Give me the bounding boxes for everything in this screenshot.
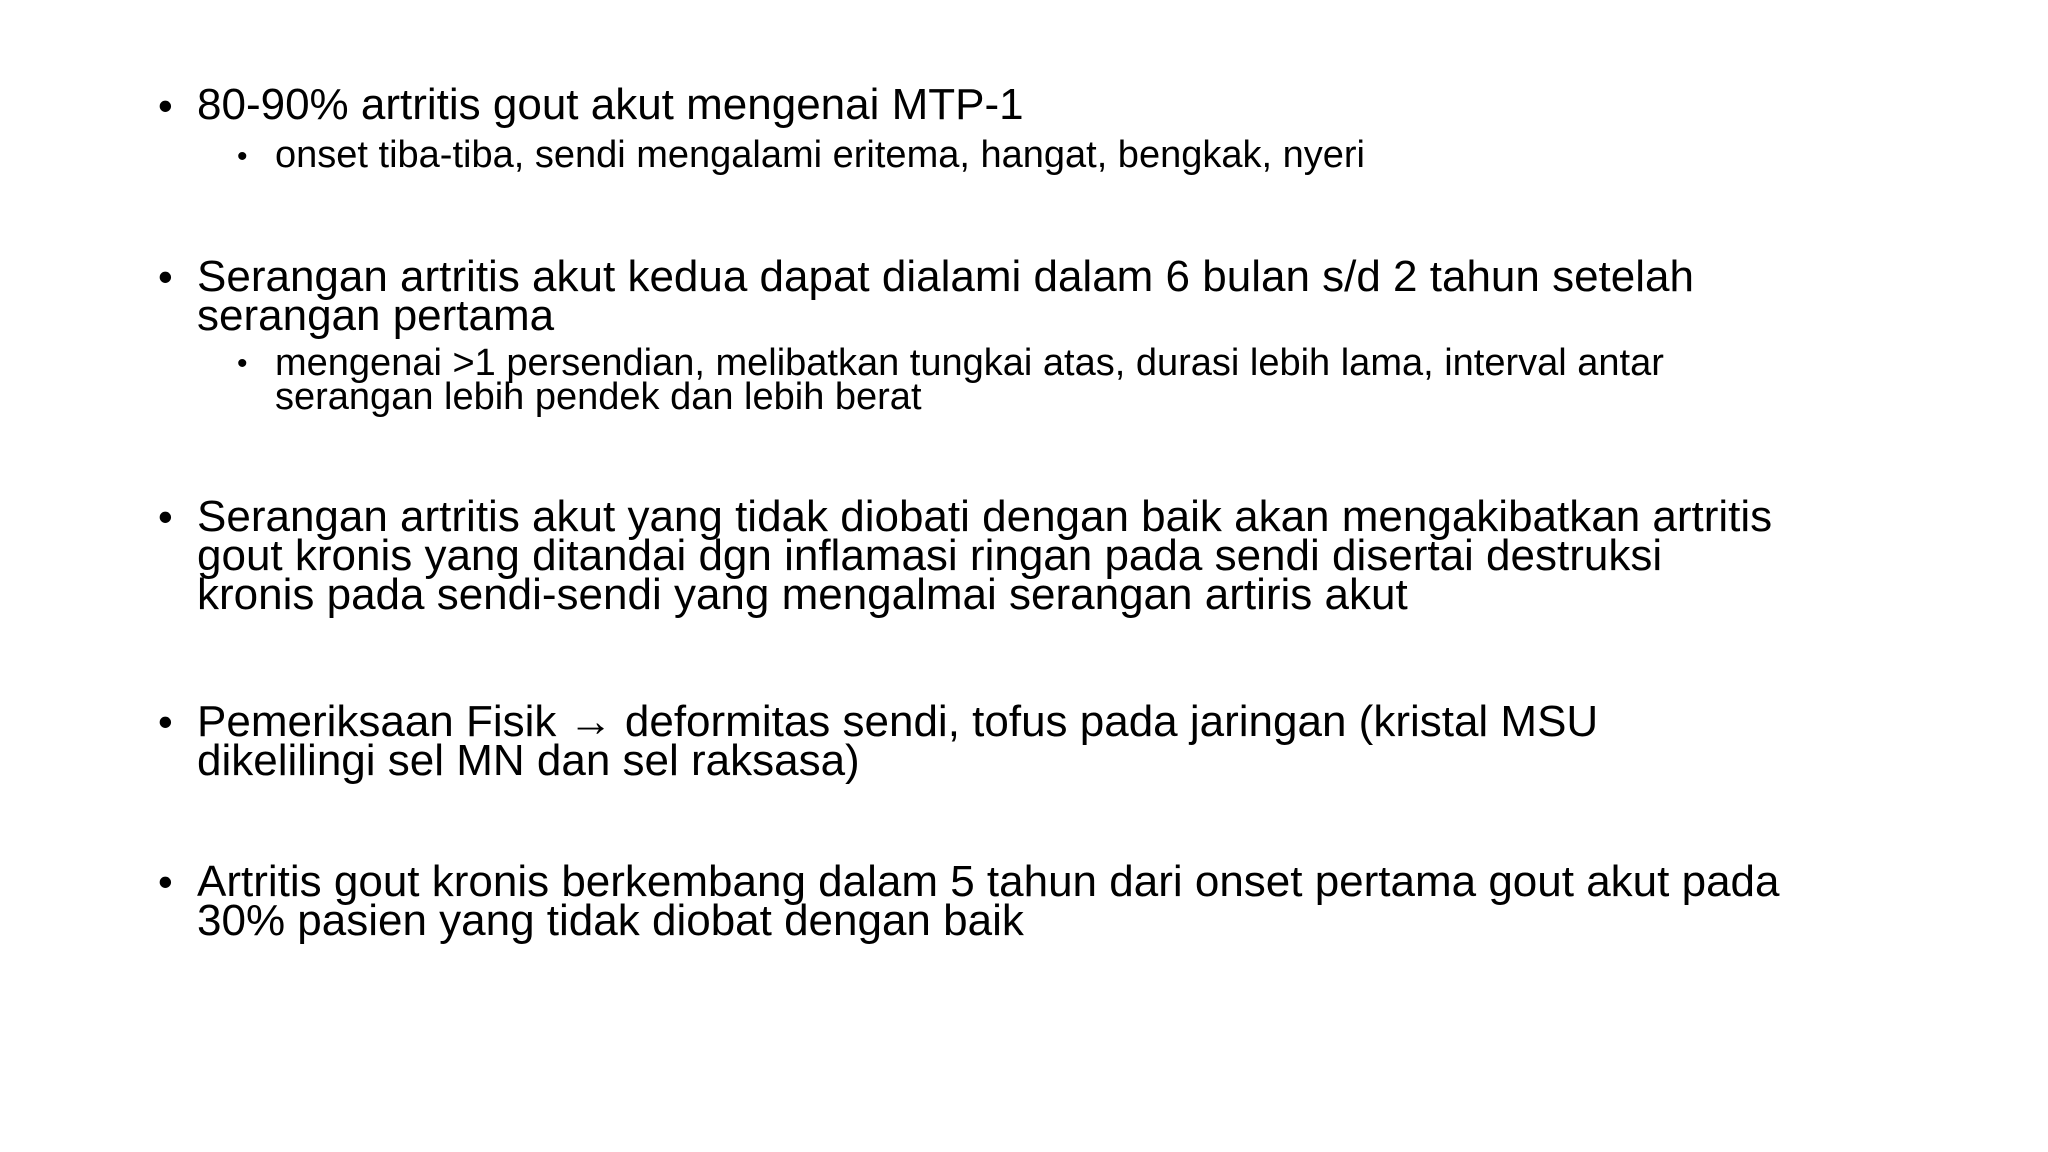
bullet-text: Pemeriksaan Fisik → deformitas sendi, tofus pada jaringan (kristal MSU dikelilingi sel MN dan sel raksasa)	[197, 697, 1599, 785]
bullet-marker: •	[158, 698, 173, 745]
bullet-text: Serangan artritis akut yang tidak diobati dengan baik akan mengakibatkan artritis gout kronis yang ditandai dgn inflamasi ringan pada sendi disertai destruksi kronis pada sendi-sendi yang mengalmai serangan artiris akut	[197, 492, 1773, 619]
bullet-marker: •	[158, 858, 173, 905]
bullet-marker: •	[158, 493, 173, 540]
bullet-text: Artritis gout kronis berkembang dalam 5 tahun dari onset pertama gout akut pada 30% pasien yang tidak diobat dengan baik	[197, 857, 1780, 945]
sub-bullet-text: onset tiba-tiba, sendi mengalami eritema, hangat, bengkak, nyeri	[275, 134, 1365, 176]
sub-bullet-marker: •	[237, 347, 248, 380]
bullet-marker: •	[158, 82, 173, 129]
bullet-text: Serangan artritis akut kedua dapat dialami dalam 6 bulan s/d 2 tahun setelah serangan pertama	[197, 252, 1694, 340]
bullet-marker: •	[158, 253, 173, 300]
bullet-text: 80-90% artritis gout akut mengenai MTP-1	[197, 80, 1024, 129]
sub-bullet-text: mengenai >1 persendian, melibatkan tungkai atas, durasi lebih lama, interval antar serangan lebih pendek dan lebih berat	[275, 342, 1664, 418]
sub-bullet-marker: •	[237, 140, 248, 173]
